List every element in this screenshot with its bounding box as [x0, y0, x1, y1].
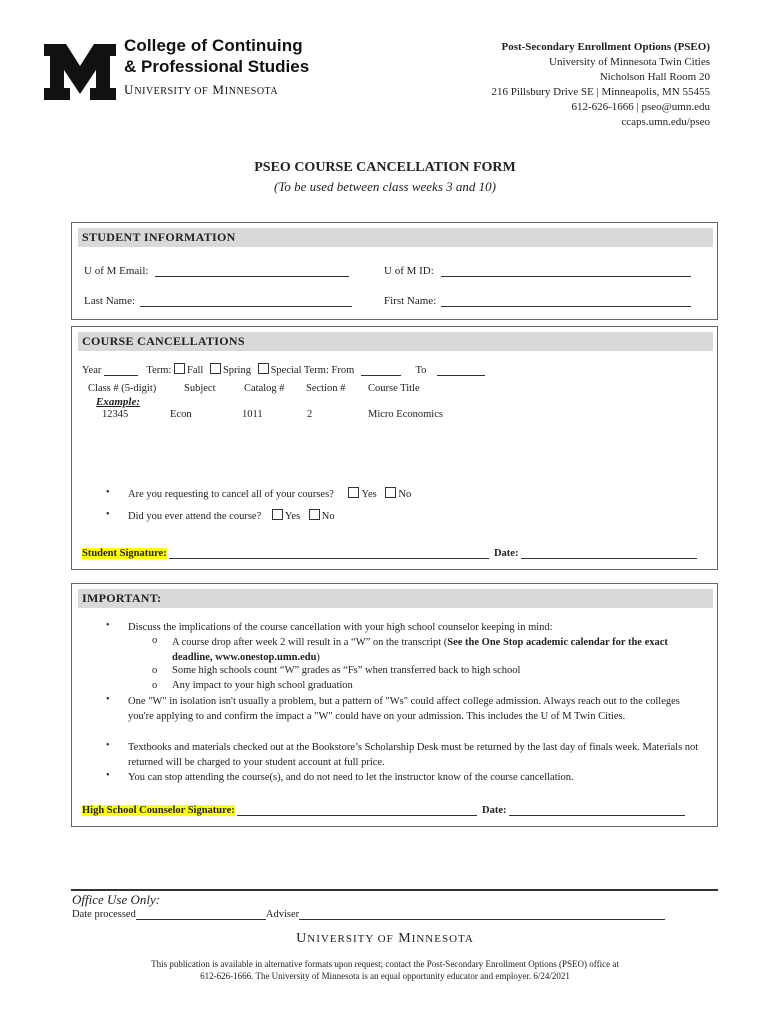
- email-field[interactable]: [155, 265, 349, 277]
- attended-no-checkbox[interactable]: [309, 509, 320, 520]
- important-header: IMPORTANT:: [78, 589, 713, 608]
- col-subject: Subject: [184, 383, 216, 394]
- counselor-signature-label: High School Counselor Signature: [82, 805, 232, 816]
- first-name-label: First Name:: [384, 295, 437, 307]
- first-name-row: [384, 295, 691, 307]
- col-catalog: Catalog #: [244, 383, 285, 394]
- logo-line1: College of Continuing: [124, 36, 303, 55]
- course-cancellations-section: [71, 326, 718, 570]
- last-name-field[interactable]: [140, 295, 352, 307]
- form-title: PSEO COURSE CANCELLATION FORM: [254, 160, 516, 175]
- example-course-title: Micro Economics: [368, 409, 443, 420]
- date-processed-field[interactable]: [136, 908, 266, 920]
- last-name-label: Last Name:: [84, 295, 136, 307]
- important-section: [71, 583, 718, 827]
- office-use-title: Office Use Only:: [72, 892, 161, 907]
- bullet-icon: •: [106, 740, 110, 751]
- spring-label: Spring: [222, 365, 251, 376]
- special-term-label: Special Term: From: [270, 365, 355, 376]
- counselor-date-label: Date: [482, 805, 504, 816]
- contact-web: ccaps.umn.edu/pseo: [621, 116, 710, 128]
- question-attended: [128, 509, 335, 522]
- cancel-all-yes-checkbox[interactable]: [348, 487, 359, 498]
- bullet-icon: •: [106, 620, 110, 631]
- first-name-field[interactable]: [441, 295, 691, 307]
- question-attended-label: Did you ever attend the course?: [128, 511, 262, 522]
- id-label: U of M ID:: [384, 265, 434, 277]
- col-course-title: Course Title: [368, 383, 420, 394]
- counselor-signature-row: High School Counselor Signature: Date:: [82, 804, 685, 816]
- example-section: 2: [307, 409, 313, 420]
- email-label: U of M Email:: [84, 265, 149, 277]
- special-to-field[interactable]: [437, 364, 485, 376]
- adviser-label: Adviser: [265, 909, 300, 920]
- form-subtitle: (To be used between class weeks 3 and 10): [274, 179, 496, 194]
- special-to-label: To: [415, 365, 427, 376]
- footer-line1: This publication is available in alternative formats upon request; contact the Post-Secondary Enrollment Options (PSEO) office at: [151, 959, 619, 969]
- sub-bullet-icon: o: [152, 665, 158, 676]
- logo-line3: UNIVERSITY OF MINNESOTA: [124, 82, 279, 97]
- student-info-header: STUDENT INFORMATION: [78, 228, 713, 247]
- year-field[interactable]: [104, 364, 138, 376]
- university-m-logo-icon: [44, 44, 116, 100]
- course-cancellations-header: COURSE CANCELLATIONS: [78, 332, 713, 351]
- last-name-row: [84, 295, 352, 307]
- special-from-field[interactable]: [361, 364, 401, 376]
- student-info-section: [71, 222, 718, 320]
- student-signature-label: Student Signature: [82, 548, 164, 559]
- id-row: [384, 265, 691, 277]
- spring-checkbox[interactable]: [210, 363, 221, 374]
- special-term-checkbox[interactable]: [258, 363, 269, 374]
- student-signature-field[interactable]: [169, 547, 489, 559]
- footer-umn-wordmark: UNIVERSITY OF MINNESOTA: [296, 931, 474, 946]
- cancel-all-no-label: No: [398, 489, 412, 500]
- footer-line2: 612-626-1666. The University of Minnesota is an equal opportunity educator and employer. 6/24/2021: [200, 971, 570, 981]
- footer-notice: [40, 958, 730, 982]
- important-point-4: You can stop attending the course(s), and do not need to let the instructor know of the course cancellation.: [128, 772, 574, 783]
- ccaps-logo-text: [124, 36, 309, 98]
- important-sub-1c: Any impact to your high school graduation: [172, 680, 353, 691]
- date-processed-label: Date processed: [72, 909, 136, 920]
- attended-yes-checkbox[interactable]: [272, 509, 283, 520]
- important-sub-1a: A course drop after week 2 will result in a “W” on the transcript (See the One Stop academic calendar for the exact deadline, www.onestop.umn.edu): [172, 637, 668, 663]
- important-point-3: Textbooks and materials checked out at the Bookstore’s Scholarship Desk must be returned by the last day of finals week. Materials not returned will be charged to your student account at full price.: [128, 742, 699, 768]
- counselor-signature-field[interactable]: [237, 804, 477, 816]
- adviser-field[interactable]: [299, 908, 665, 920]
- contact-address: 216 Pillsbury Drive SE | Minneapolis, MN 55455: [491, 86, 710, 98]
- attended-no-label: No: [321, 511, 335, 522]
- example-catalog: 1011: [242, 409, 263, 420]
- important-sub-1b: Some high schools count “W” grades as “Fs” when transferred back to high school: [172, 665, 521, 676]
- important-point-1: Discuss the implications of the course cancellation with your high school counselor keeping in mind:: [128, 622, 553, 633]
- attended-yes-label: Yes: [284, 511, 301, 522]
- bullet-icon: •: [106, 509, 110, 520]
- year-label: Year: [82, 365, 102, 376]
- col-section: Section #: [306, 383, 346, 394]
- question-cancel-all-label: Are you requesting to cancel all of your courses?: [128, 489, 334, 500]
- question-cancel-all: [128, 487, 411, 500]
- office-use-rule: [71, 889, 718, 891]
- student-signature-row: Student Signature: Date:: [82, 547, 697, 559]
- email-row: [84, 265, 349, 277]
- term-label: Term:: [146, 365, 172, 376]
- bullet-icon: •: [106, 487, 110, 498]
- contact-phone-email: 612-626-1666 | pseo@umn.edu: [571, 101, 710, 113]
- sub-bullet-icon: o: [152, 680, 158, 691]
- logo-line2: & Professional Studies: [124, 57, 310, 76]
- contact-block: [491, 40, 710, 130]
- example-label: Example:: [96, 396, 140, 408]
- bullet-icon: •: [106, 770, 110, 781]
- student-date-label: Date: [493, 548, 515, 559]
- id-field[interactable]: [441, 265, 691, 277]
- counselor-date-field[interactable]: [509, 804, 685, 816]
- sub-bullet-icon: o: [152, 635, 158, 646]
- contact-room: Nicholson Hall Room 20: [599, 71, 710, 83]
- important-point-2: One "W" in isolation isn't usually a problem, but a pattern of "Ws" could affect college admission. Always reach out to the colleges you're applying to and confirm the impact a "W" could have on your admission. This includes the U of M Twin Cities.: [128, 696, 680, 722]
- cancel-all-yes-label: Yes: [361, 489, 377, 500]
- col-class-number: Class # (5-digit): [88, 383, 157, 394]
- office-use-row: [72, 908, 665, 920]
- cancel-all-no-checkbox[interactable]: [385, 487, 396, 498]
- fall-label: Fall: [186, 365, 204, 376]
- contact-campus: University of Minnesota Twin Cities: [549, 56, 710, 68]
- term-row: [82, 363, 485, 376]
- fall-checkbox[interactable]: [174, 363, 185, 374]
- contact-office: Post-Secondary Enrollment Options (PSEO): [501, 41, 710, 53]
- student-date-field[interactable]: [521, 547, 697, 559]
- example-class-number: 12345: [102, 409, 129, 420]
- bullet-icon: •: [106, 694, 110, 705]
- example-subject: Econ: [170, 409, 192, 420]
